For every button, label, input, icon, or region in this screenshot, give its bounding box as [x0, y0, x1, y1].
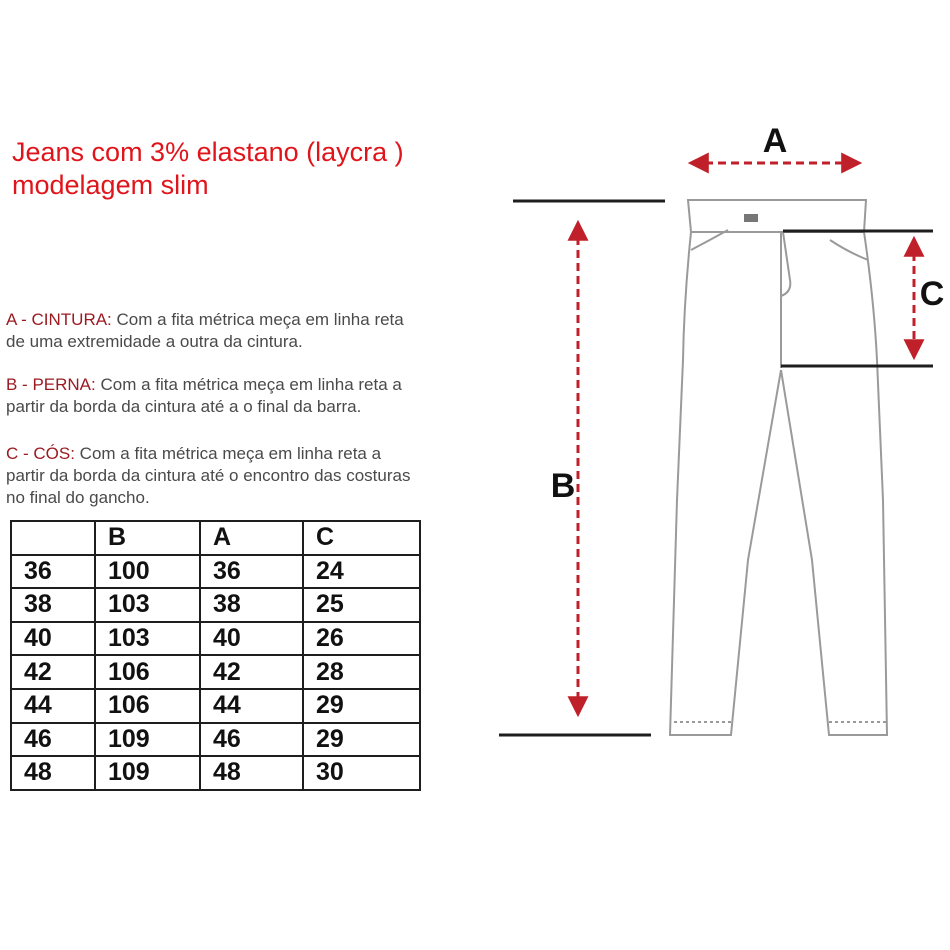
- table-cell: 109: [95, 723, 200, 757]
- table-cell: 106: [95, 689, 200, 723]
- table-cell: 48: [11, 756, 95, 790]
- table-cell: 103: [95, 622, 200, 656]
- instruction-text: partir da borda da cintura até a o final da barra.: [6, 397, 362, 416]
- table-cell: 40: [11, 622, 95, 656]
- label-c: C: [919, 275, 945, 313]
- table-cell: 36: [200, 555, 303, 589]
- table-cell: 38: [11, 588, 95, 622]
- table-cell: 26: [303, 622, 420, 656]
- table-cell: 42: [11, 655, 95, 689]
- table-cell: 36: [11, 555, 95, 589]
- table-cell: 30: [303, 756, 420, 790]
- instruction-label: A - CINTURA:: [6, 310, 112, 329]
- title-line-2: modelagem slim: [12, 170, 209, 200]
- table-header-cell: A: [200, 521, 303, 555]
- table-cell: 103: [95, 588, 200, 622]
- instruction-text: de uma extremidade a outra da cintura.: [6, 332, 303, 351]
- instruction-label: B - PERNA:: [6, 375, 96, 394]
- instruction-text: partir da borda da cintura até o encontro das costuras: [6, 466, 411, 485]
- table-cell: 106: [95, 655, 200, 689]
- table-cell: 29: [303, 689, 420, 723]
- table-cell: 109: [95, 756, 200, 790]
- instruction-text: Com a fita métrica meça em linha reta: [111, 310, 404, 329]
- pants-outline: [670, 200, 887, 735]
- table-cell: 29: [303, 723, 420, 757]
- table-cell: 28: [303, 655, 420, 689]
- table-cell: 44: [200, 689, 303, 723]
- table-cell: 24: [303, 555, 420, 589]
- instruction-label: C - CÓS:: [6, 444, 75, 463]
- table-header-cell: B: [95, 521, 200, 555]
- title-line-1: Jeans com 3% elastano (laycra ): [12, 137, 404, 167]
- label-a: A: [762, 122, 788, 160]
- table-cell: 42: [200, 655, 303, 689]
- table-cell: 46: [200, 723, 303, 757]
- instruction-text: Com a fita métrica meça em linha reta a: [95, 375, 402, 394]
- instruction-text: no final do gancho.: [6, 488, 150, 507]
- label-b: B: [550, 467, 576, 505]
- table-cell: 46: [11, 723, 95, 757]
- table-cell: 100: [95, 555, 200, 589]
- instruction-text: Com a fita métrica meça em linha reta a: [74, 444, 382, 463]
- belt-loop: [744, 214, 758, 222]
- table-cell: 40: [200, 622, 303, 656]
- table-cell: 25: [303, 588, 420, 622]
- table-cell: 38: [200, 588, 303, 622]
- table-cell: 48: [200, 756, 303, 790]
- table-cell: 44: [11, 689, 95, 723]
- table-header-cell: C: [303, 521, 420, 555]
